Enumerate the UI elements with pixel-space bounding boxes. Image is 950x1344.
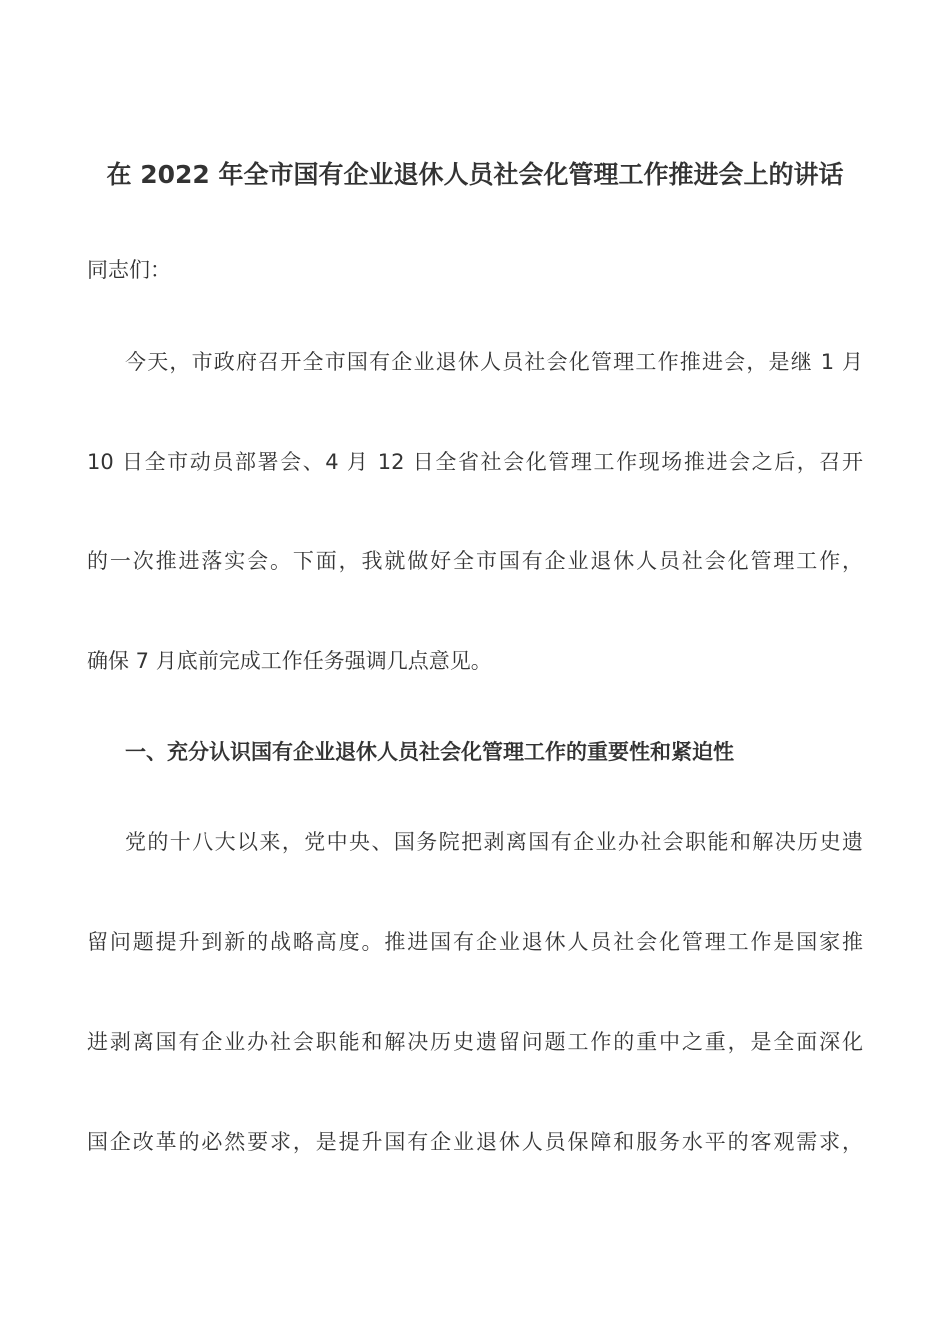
paragraph-1-line-2: 10 日全市动员部署会、4 月 12 日全省社会化管理工作现场推进会之后，召开	[87, 450, 863, 474]
section-1-heading: 一、充分认识国有企业退休人员社会化管理工作的重要性和紧迫性	[125, 740, 734, 764]
salutation: 同志们：	[87, 258, 171, 282]
paragraph-1-line-4: 确保 7 月底前完成工作任务强调几点意见。	[87, 649, 492, 673]
paragraph-2-line-3: 进剥离国有企业办社会职能和解决历史遗留问题工作的重中之重，是全面深化	[87, 1030, 863, 1054]
paragraph-2-line-4: 国企改革的必然要求，是提升国有企业退休人员保障和服务水平的客观需求，	[87, 1130, 863, 1154]
document-title: 在 2022 年全市国有企业退休人员社会化管理工作推进会上的讲话	[106, 160, 844, 189]
paragraph-1-line-1: 今天，市政府召开全市国有企业退休人员社会化管理工作推进会，是继 1 月	[125, 350, 863, 374]
paragraph-2-line-2: 留问题提升到新的战略高度。推进国有企业退休人员社会化管理工作是国家推	[87, 930, 863, 954]
paragraph-1-line-3: 的一次推进落实会。下面，我就做好全市国有企业退休人员社会化管理工作，	[87, 549, 863, 573]
paragraph-2-line-1: 党的十八大以来，党中央、国务院把剥离国有企业办社会职能和解决历史遗	[125, 830, 863, 854]
